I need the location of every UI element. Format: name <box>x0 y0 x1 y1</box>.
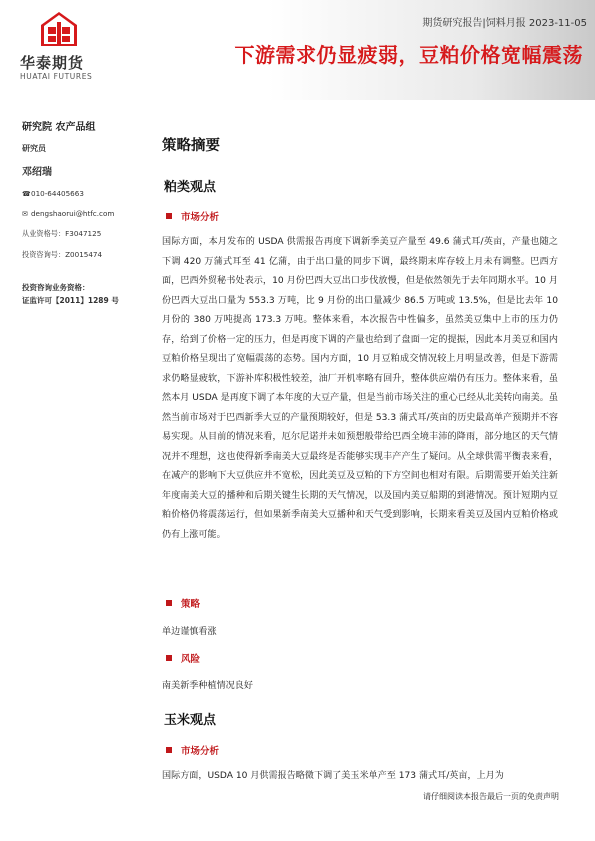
report-header <box>0 0 595 100</box>
email-icon: ✉ <box>22 209 28 218</box>
company-name-en: HUATAI FUTURES <box>20 72 93 81</box>
phone-icon: ☎ <box>22 189 31 198</box>
meal-risk-text: 南美新季种植情况良好 <box>162 681 253 691</box>
qualification-block <box>22 281 147 307</box>
meal-market-label: 市场分析 <box>181 212 220 223</box>
meal-market-text: 国际方面，本月发布的 USDA 供需报告再度下调新季美豆产量至 49.6 蒲式耳/英亩，产量也随之下调 420 万蒲式耳至 41 亿蒲，由于出口量的同步下调，最终期末库存较上月未有调整。巴西方面，巴西外贸秘书处表示，10 月份巴西大豆出口步伐放慢，但是依然领先于去年同期水平。10 月份巴西大豆出口量为 553.3 万吨，比 9 月份的出口量减少 86.5 万吨或 13.5%，但是比去年 10 月份的 380 万吨提高 173.3 万吨。整体来看，本次报告中性偏多，虽然美豆集中上市的压力仍存，给到了价格一定的压力，但是再度下调的产量也给到了盘面一定的提振，因此本月美豆和国内豆粕价格呈现出了宽幅震荡的态势。国内方面，10 月豆粕成交情况较上月明显改善，但是下游需求仍略显疲软，下游补库积极性较差，油厂开机率略有回升，整体供应端仍有压力。整体来看，虽然本月 USDA 是再度下调了本年度的大豆产量，但是当前市场关注的重心已经从北美转向南美。虽然当前市场对于巴西新季大豆的产量预期较好，但是 53.3 蒲式耳/英亩的历史最高单产预期并不容易实现。从目前的情况来看，厄尔尼诺并未如预想般带给巴西全境丰沛的降雨，部分地区的天气情况并不理想，这也使得新季南美大豆最终是否能够实现丰产产生了疑问。从全球供需平衡表来看，在减产的影响下大豆供应并不宽松，因此美豆及豆粕的下方空间也相对有限。后期需要开始关注新年度南美大豆的播种和后期关键生长期的天气情况，以及国内美豆船期的到港情况。预计短期内豆粕价格仍将震荡运行，但如果新季南美大豆播种和天气受到影响，长期来看美豆及国内豆粕价格或仍有上涨可能。 <box>162 237 558 540</box>
company-name-cn: 华泰期货 <box>20 54 85 72</box>
qualification-title: 投资咨询业务资格： <box>22 283 90 292</box>
qualification-number: 证监许可【2011】1289 号 <box>22 296 119 305</box>
meal-risk-bullet <box>166 651 200 665</box>
disclaimer-note: 请仔细阅读本报告最后一页的免责声明 <box>423 792 559 801</box>
huatai-logo-icon <box>39 10 79 48</box>
investment-license-number: 投资咨询号：Z0015474 <box>22 250 103 259</box>
meal-strategy-bullet <box>166 596 200 610</box>
corn-market-bullet <box>166 743 219 757</box>
bullet-square-icon <box>166 747 172 753</box>
bullet-square-icon <box>166 655 172 661</box>
corn-market-label: 市场分析 <box>181 746 220 757</box>
bullet-square-icon <box>166 213 172 219</box>
phone-number: 010-64405663 <box>31 189 84 198</box>
meal-market-bullet <box>166 209 219 223</box>
analyst-role: 研究员 <box>22 144 46 153</box>
license-number: 从业资格号：F3047125 <box>22 229 102 238</box>
meal-strategy-label: 策略 <box>181 599 201 610</box>
department: 研究院 农产品组 <box>22 122 96 133</box>
email-address[interactable]: dengshaorui@htfc.com <box>31 209 115 218</box>
section-heading-strategy-summary: 策略摘要 <box>162 138 220 154</box>
section-heading-meal: 粕类观点 <box>164 180 217 195</box>
company-logo <box>20 10 100 48</box>
report-title: 下游需求仍显疲弱，豆粕价格宽幅震荡 <box>234 43 583 67</box>
section-heading-corn: 玉米观点 <box>164 713 217 728</box>
phone-row <box>22 189 147 198</box>
report-type-date: 期货研究报告|饲料月报 2023-11-05 <box>422 18 587 29</box>
corn-market-text: 国际方面，USDA 10 月供需报告略微下调了美玉米单产至 173 蒲式耳/英亩，上月为 <box>162 771 504 781</box>
meal-strategy-text: 单边谨慎看涨 <box>162 627 217 637</box>
analyst-sidebar <box>22 118 147 307</box>
meal-risk-label: 风险 <box>181 654 201 665</box>
email-row[interactable] <box>22 209 147 218</box>
analyst-name: 邓绍瑞 <box>22 167 52 178</box>
bullet-square-icon <box>166 600 172 606</box>
